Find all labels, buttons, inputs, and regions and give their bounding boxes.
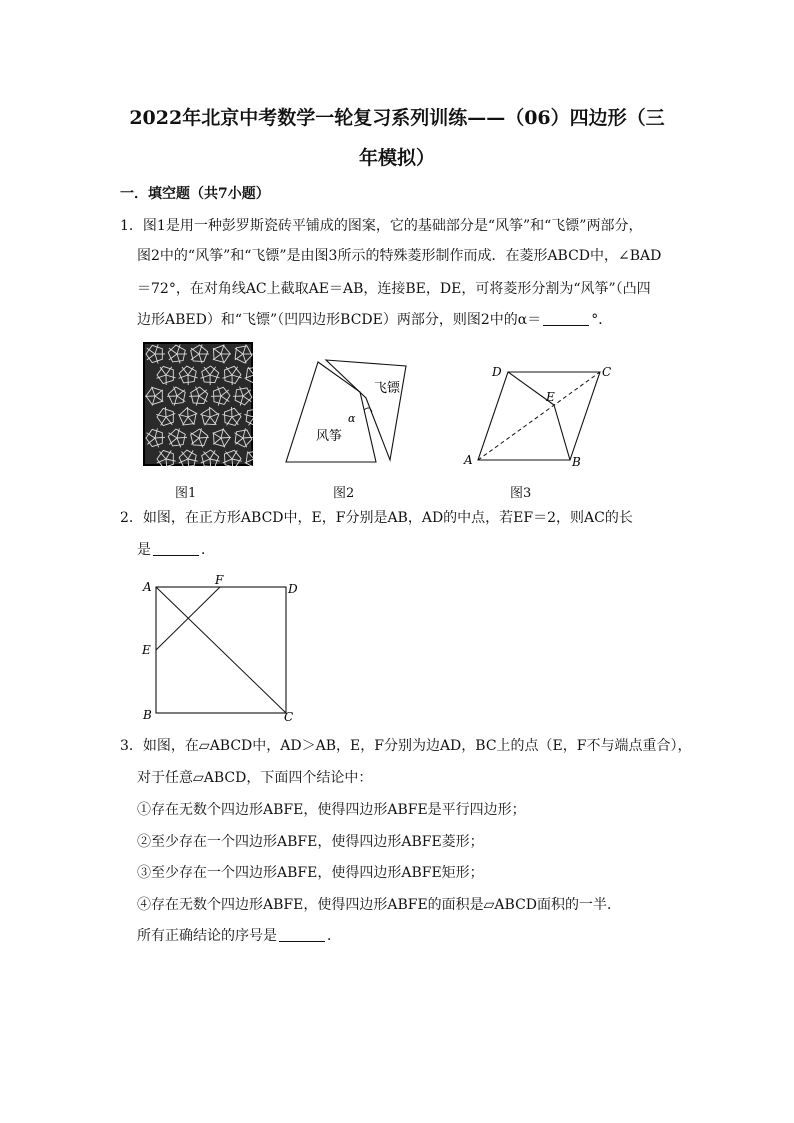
q3-conclusion-3: ③至少存在一个四边形ABFE，使得四边形ABFE矩形；	[137, 865, 484, 881]
q2-line2	[137, 540, 215, 560]
label-f: F	[215, 573, 224, 587]
segment-be	[554, 405, 570, 460]
diagonal-ac	[156, 587, 286, 713]
q3-answer-prompt: 所有正确结论的序号是	[137, 928, 277, 944]
label-d: D	[288, 582, 298, 596]
label-a: A	[143, 580, 152, 594]
page-title-line1: 2022年北京中考数学一轮复习系列训练——（06）四边形（三	[129, 107, 665, 129]
label-b: B	[143, 708, 152, 722]
q1-text-4-end: °．	[591, 312, 613, 328]
caption-figure-2: 图2	[333, 486, 355, 501]
figure-3-rhombus	[462, 362, 618, 468]
q2-line1	[120, 508, 633, 528]
q1-text-4: 边形ABED）和“飞镖”（凹四边形BCDE）两部分，则图2中的α＝	[137, 312, 542, 328]
q3-text-2: 对于任意▱ABCD，下面四个结论中：	[137, 770, 373, 786]
dart-label: 飞镖	[374, 381, 401, 396]
label-b: B	[572, 455, 581, 468]
q2-answer-blank[interactable]	[153, 541, 199, 556]
section-heading: 一．填空题（共7小题）	[120, 186, 270, 202]
figure-1-penrose-tiling	[143, 342, 253, 466]
q1-text-1: 图1是用一种彭罗斯瓷砖平铺成的图案，它的基础部分是“风筝”和“飞镖”两部分，	[142, 218, 643, 234]
q2-number: 2．	[120, 510, 143, 526]
caption-figure-1: 图1	[175, 486, 197, 501]
label-d: D	[492, 365, 502, 379]
q2-text-1: 如图，在正方形ABCD中，E，F分别是AB，AD的中点，若EF＝2，则AC的长	[142, 510, 633, 526]
label-e: E	[142, 643, 151, 657]
q3-answer-blank[interactable]	[279, 927, 325, 942]
q1-line4	[137, 310, 612, 330]
q3-answer-end: ．	[327, 928, 341, 944]
q1-text-2: 图2中的“风筝”和“飞镖”是由图3所示的特殊菱形制作而成．在菱形ABCD中，∠BAD	[137, 248, 662, 264]
diagonal-ac	[478, 372, 600, 460]
kite-label: 风筝	[316, 429, 343, 444]
q1-line1	[120, 216, 642, 236]
q3-line1	[120, 736, 691, 756]
figure-square-abcd	[138, 573, 300, 725]
q1-answer-blank[interactable]	[543, 311, 589, 326]
q1-number: 1．	[120, 218, 143, 234]
q2-text-2: 是	[137, 542, 151, 558]
label-c: C	[602, 365, 612, 379]
q2-text-2-end: ．	[201, 542, 215, 558]
alpha-label: α	[348, 412, 356, 425]
label-e: E	[546, 390, 555, 404]
label-a: A	[464, 453, 473, 467]
kite-shape	[286, 362, 376, 462]
q3-conclusion-2: ②至少存在一个四边形ABFE，使得四边形ABFE菱形；	[137, 834, 484, 850]
caption-figure-3: 图3	[510, 486, 532, 501]
page-title-line2: 年模拟）	[358, 147, 435, 169]
q3-number: 3．	[120, 738, 143, 754]
figure-2-kite-dart	[280, 358, 410, 468]
q3-conclusion-1: ①存在无数个四边形ABFE，使得四边形ABFE是平行四边形；	[137, 802, 526, 818]
q1-text-3: ＝72°，在对角线AC上截取AE＝AB，连接BE，DE，可将菱形分割为“风筝”（凸四	[137, 281, 651, 297]
q3-answer-line	[137, 926, 341, 946]
q3-text-1: 如图，在▱ABCD中，AD＞AB，E，F分别为边AD，BC上的点（E，F不与端点重合），	[142, 738, 692, 754]
q3-conclusion-4: ④存在无数个四边形ABFE，使得四边形ABFE的面积是▱ABCD面积的一半．	[137, 897, 622, 913]
dart-shape	[326, 360, 406, 460]
label-c: C	[284, 710, 294, 724]
